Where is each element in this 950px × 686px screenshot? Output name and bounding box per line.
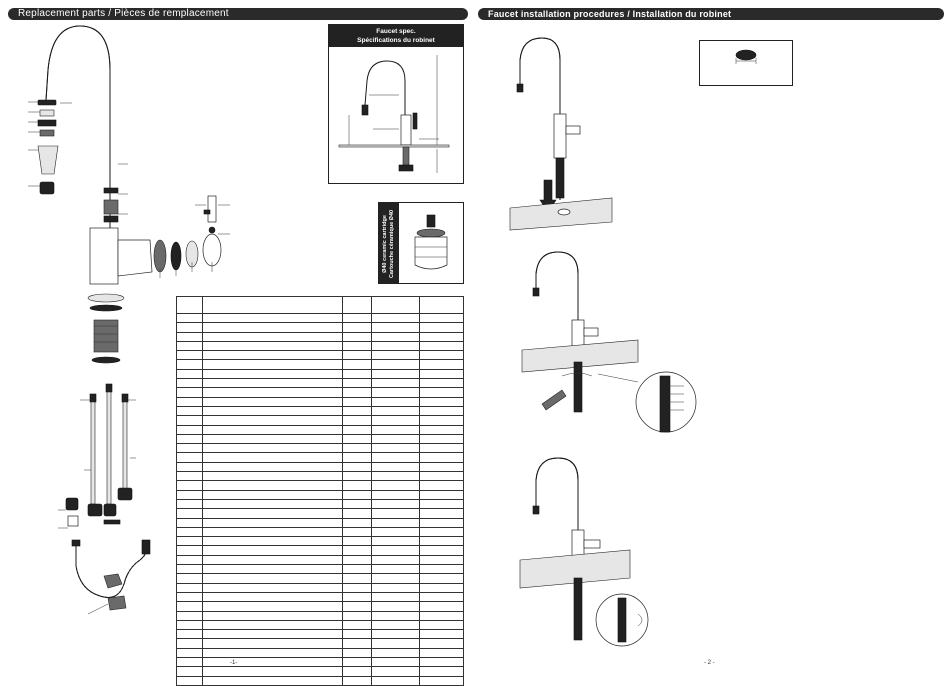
parts-table-cell bbox=[177, 499, 203, 508]
parts-table-row bbox=[177, 351, 464, 360]
parts-table-cell bbox=[177, 490, 203, 499]
install-step-1-diagram bbox=[500, 30, 640, 230]
parts-table-row bbox=[177, 657, 464, 666]
parts-table-cell bbox=[419, 332, 463, 341]
parts-table-cell bbox=[419, 416, 463, 425]
parts-table-cell bbox=[203, 592, 343, 601]
parts-table-row bbox=[177, 509, 464, 518]
parts-table-cell bbox=[203, 667, 343, 676]
parts-table-cell bbox=[371, 657, 419, 666]
parts-table-cell bbox=[371, 639, 419, 648]
parts-table-cell bbox=[177, 388, 203, 397]
parts-table-cell bbox=[419, 341, 463, 350]
parts-table-cell bbox=[177, 620, 203, 629]
parts-table-cell bbox=[419, 518, 463, 527]
parts-table-cell bbox=[203, 546, 343, 555]
parts-table-cell bbox=[203, 341, 343, 350]
parts-table-cell bbox=[177, 462, 203, 471]
parts-table-cell bbox=[343, 360, 371, 369]
parts-table-cell bbox=[343, 518, 371, 527]
parts-table-cell bbox=[203, 416, 343, 425]
parts-table-cell bbox=[419, 360, 463, 369]
parts-table-row bbox=[177, 611, 464, 620]
parts-table-cell bbox=[177, 611, 203, 620]
replacement-parts-title: Replacement parts / Pièces de remplacement bbox=[18, 8, 229, 19]
parts-table-cell bbox=[371, 583, 419, 592]
parts-table-cell bbox=[203, 490, 343, 499]
parts-table-cell bbox=[371, 453, 419, 462]
parts-table-cell bbox=[343, 509, 371, 518]
parts-table-cell bbox=[419, 592, 463, 601]
parts-table-cell bbox=[177, 360, 203, 369]
parts-table-cell bbox=[343, 397, 371, 406]
parts-table-cell bbox=[371, 592, 419, 601]
parts-table-cell bbox=[371, 490, 419, 499]
parts-table-cell bbox=[343, 341, 371, 350]
parts-table-cell bbox=[371, 341, 419, 350]
parts-table-cell bbox=[371, 425, 419, 434]
parts-table-cell bbox=[343, 499, 371, 508]
parts-table-cell bbox=[371, 537, 419, 546]
parts-table-cell bbox=[371, 434, 419, 443]
parts-table-row bbox=[177, 341, 464, 350]
parts-table-cell bbox=[419, 657, 463, 666]
parts-table-cell bbox=[371, 462, 419, 471]
parts-table-cell bbox=[371, 574, 419, 583]
parts-table-cell bbox=[177, 397, 203, 406]
parts-table-cell bbox=[203, 369, 343, 378]
parts-table-cell bbox=[343, 351, 371, 360]
parts-table-cell bbox=[343, 611, 371, 620]
parts-table-cell bbox=[343, 667, 371, 676]
parts-table-cell bbox=[343, 537, 371, 546]
parts-table-cell bbox=[177, 481, 203, 490]
parts-table-row bbox=[177, 388, 464, 397]
parts-table-row bbox=[177, 602, 464, 611]
parts-table-cell bbox=[177, 379, 203, 388]
parts-table-cell bbox=[419, 583, 463, 592]
ceramic-cartridge-box bbox=[378, 202, 464, 284]
parts-table-cell bbox=[419, 490, 463, 499]
parts-table-cell bbox=[371, 472, 419, 481]
parts-table-cell bbox=[419, 639, 463, 648]
parts-table-cell bbox=[203, 397, 343, 406]
parts-table-cell bbox=[371, 648, 419, 657]
parts-table-row bbox=[177, 406, 464, 415]
parts-table-cell bbox=[177, 369, 203, 378]
parts-table-cell bbox=[343, 583, 371, 592]
parts-table-cell bbox=[371, 602, 419, 611]
parts-table-cell bbox=[419, 509, 463, 518]
parts-table-row bbox=[177, 481, 464, 490]
parts-table-cell bbox=[343, 620, 371, 629]
parts-table-cell bbox=[419, 434, 463, 443]
parts-table-cell bbox=[343, 592, 371, 601]
parts-table-row bbox=[177, 620, 464, 629]
parts-table-row bbox=[177, 314, 464, 323]
parts-table-cell bbox=[371, 546, 419, 555]
parts-table-cell bbox=[177, 602, 203, 611]
faucet-spec-title-en: Faucet spec. bbox=[376, 28, 416, 35]
parts-table-row bbox=[177, 332, 464, 341]
parts-table-cell bbox=[177, 667, 203, 676]
parts-table-row bbox=[177, 555, 464, 564]
parts-table-cell bbox=[203, 565, 343, 574]
install-step-2-diagram bbox=[518, 244, 708, 444]
parts-table-cell bbox=[371, 481, 419, 490]
parts-table-row bbox=[177, 574, 464, 583]
parts-table-cell bbox=[343, 416, 371, 425]
parts-table-row bbox=[177, 323, 464, 332]
parts-table-cell bbox=[343, 527, 371, 536]
parts-table-cell bbox=[419, 351, 463, 360]
parts-table-cell bbox=[371, 499, 419, 508]
parts-table-cell bbox=[419, 602, 463, 611]
parts-table-cell bbox=[203, 602, 343, 611]
parts-table-cell bbox=[371, 314, 419, 323]
parts-table-cell bbox=[203, 648, 343, 657]
parts-table-cell bbox=[203, 323, 343, 332]
parts-table-cell bbox=[203, 509, 343, 518]
parts-table-cell bbox=[419, 388, 463, 397]
parts-table-cell bbox=[203, 676, 343, 685]
parts-table-cell bbox=[419, 611, 463, 620]
installation-procedures-title: Faucet installation procedures / Installation du robinet bbox=[488, 9, 732, 19]
parts-table-cell bbox=[371, 620, 419, 629]
parts-table-cell bbox=[343, 676, 371, 685]
parts-table-cell bbox=[203, 537, 343, 546]
parts-table-row bbox=[177, 527, 464, 536]
parts-table-cell bbox=[371, 360, 419, 369]
parts-table-cell bbox=[203, 611, 343, 620]
parts-table-cell bbox=[419, 574, 463, 583]
parts-table-cell bbox=[419, 546, 463, 555]
parts-table-cell bbox=[177, 351, 203, 360]
cartridge-label-en: Ø40 ceramic cartridge bbox=[382, 215, 388, 273]
parts-table-cell bbox=[371, 555, 419, 564]
parts-table-cell bbox=[371, 323, 419, 332]
parts-table-row bbox=[177, 397, 464, 406]
parts-table-cell bbox=[343, 462, 371, 471]
parts-table-cell bbox=[203, 481, 343, 490]
parts-table-row bbox=[177, 490, 464, 499]
parts-table-cell bbox=[371, 351, 419, 360]
parts-table-cell bbox=[343, 453, 371, 462]
replacement-parts-table bbox=[176, 296, 464, 686]
parts-table-cell bbox=[203, 406, 343, 415]
parts-table-cell bbox=[343, 639, 371, 648]
parts-table-cell bbox=[343, 379, 371, 388]
faucet-spec-title-fr: Spécifications du robinet bbox=[357, 37, 435, 44]
parts-table-cell bbox=[371, 416, 419, 425]
parts-table-cell bbox=[203, 332, 343, 341]
parts-table-cell bbox=[419, 676, 463, 685]
parts-table-cell bbox=[177, 546, 203, 555]
parts-table-cell bbox=[419, 481, 463, 490]
parts-table-cell bbox=[177, 434, 203, 443]
parts-table-cell bbox=[371, 518, 419, 527]
parts-table-cell bbox=[203, 360, 343, 369]
parts-table-cell bbox=[177, 565, 203, 574]
parts-table-cell bbox=[177, 518, 203, 527]
parts-table-cell bbox=[177, 341, 203, 350]
parts-table-cell bbox=[177, 425, 203, 434]
parts-table-row bbox=[177, 565, 464, 574]
parts-table-cell bbox=[371, 630, 419, 639]
parts-table-cell bbox=[203, 462, 343, 471]
parts-table-cell bbox=[419, 537, 463, 546]
parts-table-cell bbox=[177, 509, 203, 518]
parts-table-cell bbox=[177, 639, 203, 648]
parts-table-cell bbox=[371, 676, 419, 685]
parts-table-cell bbox=[177, 453, 203, 462]
parts-table-cell bbox=[203, 434, 343, 443]
parts-table-cell bbox=[343, 444, 371, 453]
parts-table-cell bbox=[371, 388, 419, 397]
parts-table-cell bbox=[371, 527, 419, 536]
parts-table-cell bbox=[419, 527, 463, 536]
parts-table-row bbox=[177, 639, 464, 648]
parts-table-cell bbox=[419, 397, 463, 406]
parts-table-row bbox=[177, 592, 464, 601]
parts-table-cell bbox=[419, 379, 463, 388]
parts-table-cell bbox=[419, 499, 463, 508]
parts-table-cell bbox=[371, 611, 419, 620]
parts-table-cell bbox=[177, 416, 203, 425]
parts-table-row bbox=[177, 444, 464, 453]
parts-table-cell bbox=[343, 481, 371, 490]
parts-table-cell bbox=[203, 314, 343, 323]
parts-table-row bbox=[177, 676, 464, 685]
parts-table-cell bbox=[203, 620, 343, 629]
parts-table-cell bbox=[371, 397, 419, 406]
parts-table-cell bbox=[177, 555, 203, 564]
parts-table-row bbox=[177, 360, 464, 369]
parts-table-row bbox=[177, 667, 464, 676]
parts-table-cell bbox=[419, 453, 463, 462]
parts-table-cell bbox=[343, 657, 371, 666]
parts-table-cell bbox=[203, 518, 343, 527]
parts-table-cell bbox=[203, 388, 343, 397]
parts-table-cell bbox=[343, 490, 371, 499]
parts-table-cell bbox=[371, 444, 419, 453]
parts-table-cell bbox=[177, 574, 203, 583]
cartridge-label-fr: Cartouche céramique Ø40 bbox=[389, 209, 395, 279]
parts-table-cell bbox=[203, 499, 343, 508]
parts-table-row bbox=[177, 416, 464, 425]
parts-table-cell bbox=[177, 314, 203, 323]
parts-table-cell bbox=[203, 630, 343, 639]
parts-table-cell bbox=[177, 592, 203, 601]
parts-table-cell bbox=[177, 332, 203, 341]
parts-table-cell bbox=[177, 630, 203, 639]
parts-table-row bbox=[177, 434, 464, 443]
parts-table-cell bbox=[371, 369, 419, 378]
parts-table-header-row bbox=[177, 297, 464, 314]
parts-table-cell bbox=[203, 583, 343, 592]
parts-table-cell bbox=[343, 565, 371, 574]
parts-table-cell bbox=[343, 332, 371, 341]
parts-table-row bbox=[177, 583, 464, 592]
parts-table-cell bbox=[203, 379, 343, 388]
parts-table-cell bbox=[343, 425, 371, 434]
parts-table-cell bbox=[177, 444, 203, 453]
parts-table-cell bbox=[419, 462, 463, 471]
parts-table-cell bbox=[177, 583, 203, 592]
parts-table-cell bbox=[371, 667, 419, 676]
parts-table-cell bbox=[177, 657, 203, 666]
parts-table-cell bbox=[419, 444, 463, 453]
parts-table-cell bbox=[419, 472, 463, 481]
parts-table-cell bbox=[177, 676, 203, 685]
parts-table-cell bbox=[419, 630, 463, 639]
parts-table-cell bbox=[203, 574, 343, 583]
parts-table-cell bbox=[203, 351, 343, 360]
parts-table-row bbox=[177, 630, 464, 639]
parts-table-cell bbox=[419, 323, 463, 332]
parts-table-cell bbox=[203, 657, 343, 666]
parts-table-cell bbox=[419, 565, 463, 574]
parts-table-cell bbox=[343, 648, 371, 657]
parts-table-row bbox=[177, 546, 464, 555]
parts-table-cell bbox=[343, 630, 371, 639]
parts-table-cell bbox=[203, 444, 343, 453]
parts-table-cell bbox=[371, 379, 419, 388]
parts-table-row bbox=[177, 369, 464, 378]
parts-table-cell bbox=[343, 472, 371, 481]
parts-table-cell bbox=[203, 639, 343, 648]
parts-table-cell bbox=[419, 406, 463, 415]
parts-table-cell bbox=[371, 565, 419, 574]
hole-size-drawing bbox=[700, 41, 794, 87]
parts-table-row bbox=[177, 518, 464, 527]
parts-table-cell bbox=[419, 667, 463, 676]
parts-table-row bbox=[177, 379, 464, 388]
parts-table-cell bbox=[203, 527, 343, 536]
parts-table-cell bbox=[177, 537, 203, 546]
parts-table-cell bbox=[177, 472, 203, 481]
parts-table-cell bbox=[419, 620, 463, 629]
parts-table-cell bbox=[371, 332, 419, 341]
parts-table-row bbox=[177, 425, 464, 434]
parts-table-cell bbox=[419, 314, 463, 323]
parts-table-row bbox=[177, 472, 464, 481]
faucet-spec-box bbox=[328, 24, 464, 184]
parts-table-row bbox=[177, 537, 464, 546]
parts-table-row bbox=[177, 453, 464, 462]
parts-table-cell bbox=[177, 406, 203, 415]
parts-table-cell bbox=[343, 406, 371, 415]
parts-table-cell bbox=[177, 323, 203, 332]
parts-table-cell bbox=[343, 546, 371, 555]
install-step-3-diagram bbox=[520, 450, 670, 650]
parts-table-row bbox=[177, 648, 464, 657]
parts-table-cell bbox=[343, 555, 371, 564]
parts-table-cell bbox=[343, 574, 371, 583]
parts-table-row bbox=[177, 499, 464, 508]
parts-table-cell bbox=[419, 555, 463, 564]
parts-table-cell bbox=[343, 323, 371, 332]
parts-table-cell bbox=[419, 369, 463, 378]
parts-table-cell bbox=[203, 425, 343, 434]
parts-table-cell bbox=[419, 425, 463, 434]
faucet-spec-drawing bbox=[329, 25, 465, 185]
parts-table-cell bbox=[419, 648, 463, 657]
parts-table-cell bbox=[343, 434, 371, 443]
parts-table-cell bbox=[177, 527, 203, 536]
parts-table-cell bbox=[343, 314, 371, 323]
parts-table-cell bbox=[177, 648, 203, 657]
parts-table-cell bbox=[203, 555, 343, 564]
parts-table-row bbox=[177, 462, 464, 471]
parts-table-cell bbox=[343, 602, 371, 611]
parts-table-cell bbox=[343, 388, 371, 397]
page-number-left: -1- bbox=[230, 660, 238, 666]
parts-table-cell bbox=[371, 406, 419, 415]
parts-table-cell bbox=[203, 453, 343, 462]
parts-table-cell bbox=[343, 369, 371, 378]
parts-table-cell bbox=[203, 472, 343, 481]
hole-size-box bbox=[699, 40, 793, 86]
cartridge-drawing bbox=[379, 203, 465, 285]
page-number-right: - 2 - bbox=[704, 660, 715, 666]
parts-table-cell bbox=[371, 509, 419, 518]
installation-procedures-header bbox=[478, 8, 944, 20]
